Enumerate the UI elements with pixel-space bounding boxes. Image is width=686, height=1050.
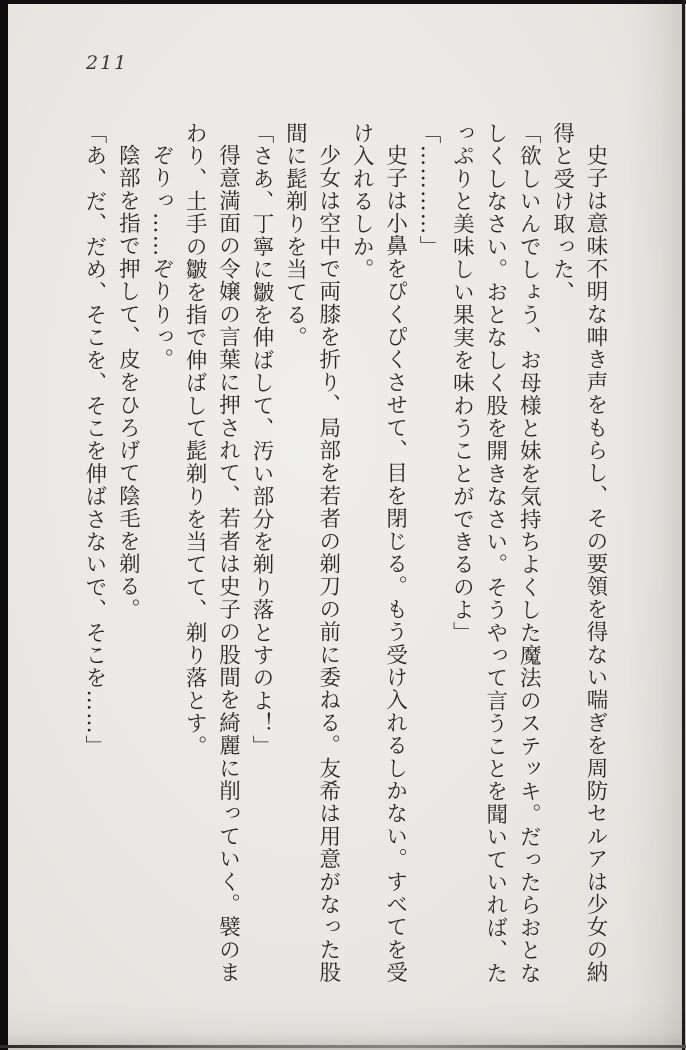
text-column: しくしなさい。おとなしく股を開きなさい。そうやって言うことを聞いていれば、た [482, 122, 508, 985]
text-column: わり、土手の皺を指で伸ばして髭剃りを当てて、剃り落とす。 [182, 122, 208, 758]
page-border-left [0, 0, 8, 1050]
text-column: 得意満面の令嬢の言葉に押されて、若者は史子の股間を綺麗に削っていく。襞のま [215, 143, 241, 984]
text-column: ぞりっ……ぞりりっ。 [148, 143, 174, 371]
page-border-right [682, 0, 685, 1050]
text-column: 間に髭剃りを当てる。 [282, 122, 308, 349]
text-column: 史子は小鼻をぴくぴくさせて、目を閉じる。もう受け入れるしかない。すべてを受 [382, 143, 408, 984]
text-block [78, 122, 613, 1012]
page-number: 211 [86, 52, 129, 74]
text-column: 「…………」 [415, 122, 441, 259]
text-column: 「欲しいんでしょう、お母様と妹を気持ちよくした魔法のステッキ。だったらおとな [516, 122, 542, 985]
text-column: 少女は空中で両膝を折り、局部を若者の剃刀の前に委ねる。友希は用意がなった股 [315, 143, 341, 984]
text-column: け入れるしか。 [349, 122, 375, 281]
text-column: 「さあ、丁寧に皺を伸ばして、汚い部分を剃り落とすのよ！」 [248, 122, 274, 758]
text-column: 陰部を指で押して、皮をひろげて陰毛を剃る。 [115, 143, 141, 621]
text-column: 得と受け取った、 [549, 122, 575, 304]
page-border-top [0, 0, 686, 4]
page-border-bottom [0, 1045, 686, 1048]
text-column: 史子は意味不明な呻き声をもらし、その要領を得ない喘ぎを周防セルアは少女の納 [583, 143, 608, 984]
text-column: 「あ、だ、だめ、そこを、そこを伸ばさないで、そこを……」 [81, 122, 107, 758]
text-column: っぷりと美味しい果実を味わうことができるのよ」 [449, 122, 475, 645]
